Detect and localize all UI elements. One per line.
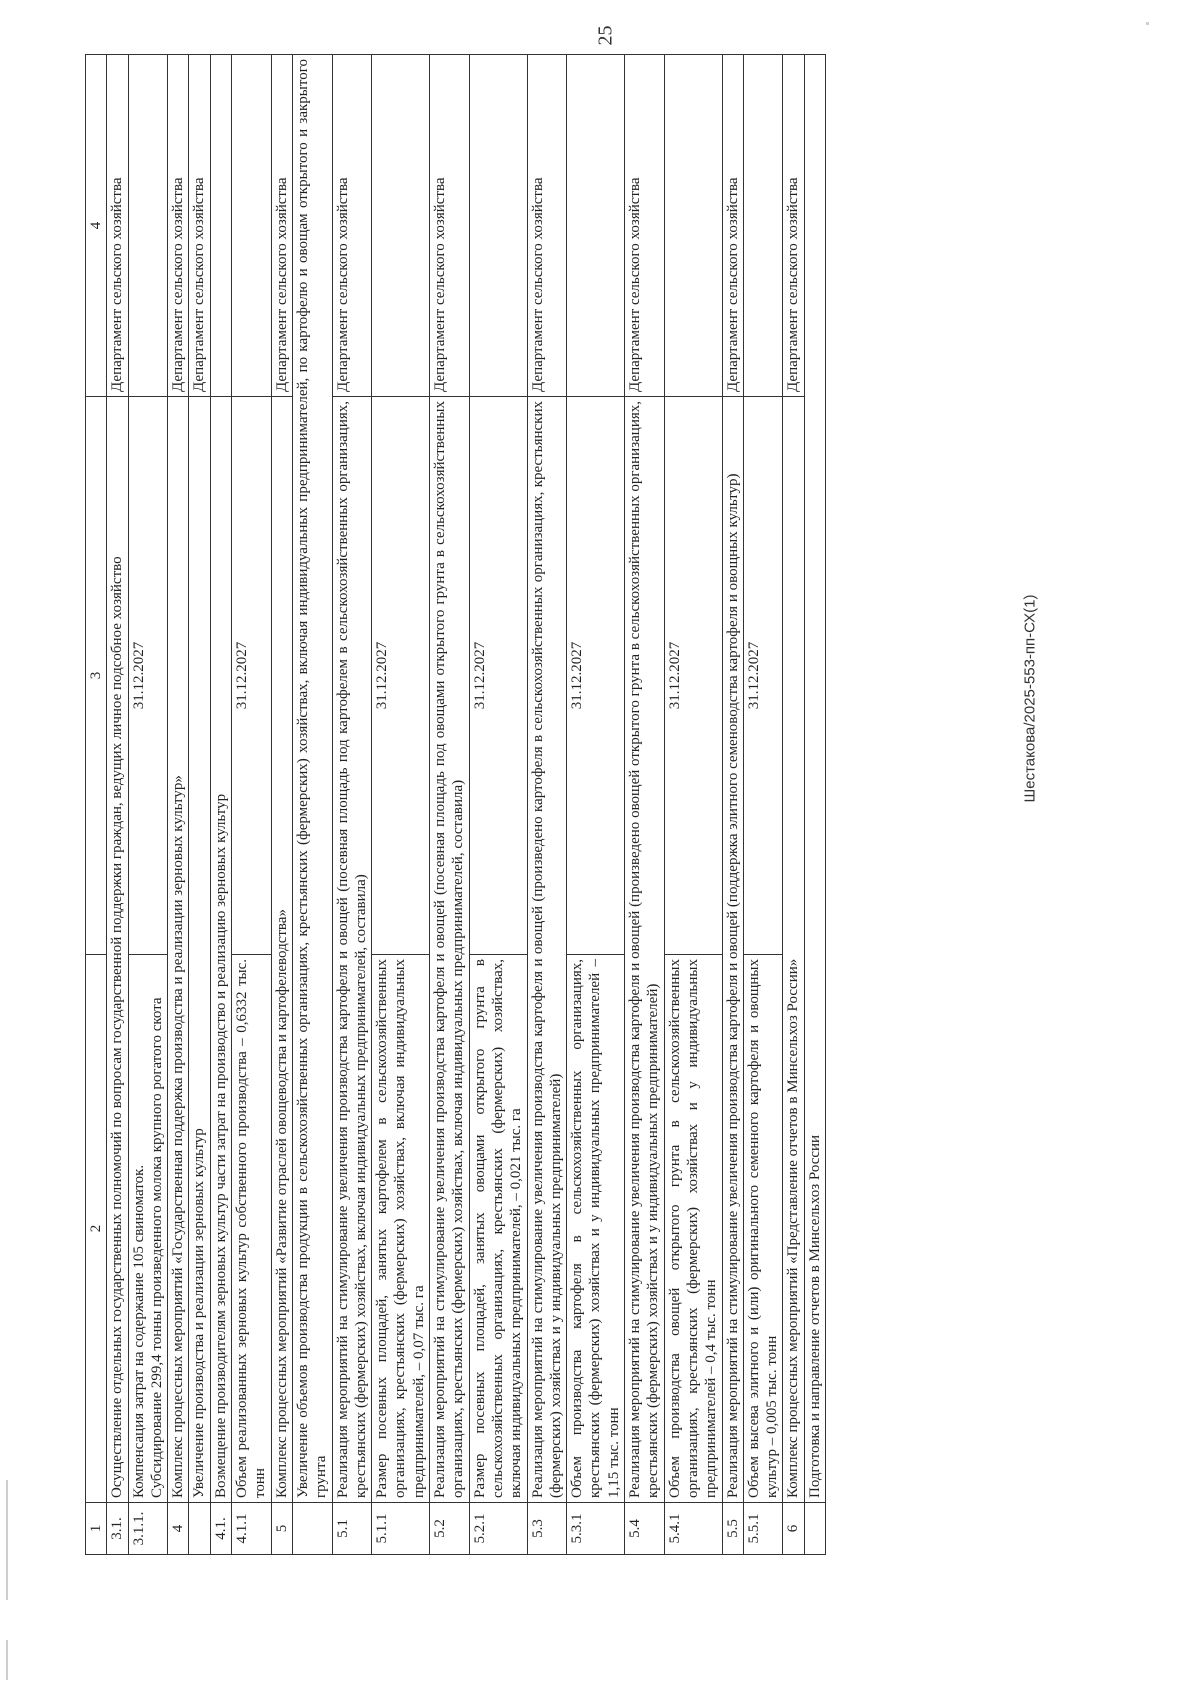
table-row	[292, 55, 332, 1555]
responsible-party-empty	[567, 55, 625, 397]
due-date: 31.12.2027	[128, 397, 168, 955]
scan-edge-mark	[6, 1480, 8, 1600]
row-number: 5.1.1	[372, 1503, 430, 1555]
row-description: Подготовка и направление отчетов в Минсельхоз России	[804, 55, 825, 1503]
rotated-table-wrapper	[85, 55, 1045, 1555]
responsible-party: Департамент сельского хозяйства	[189, 55, 210, 397]
table-row	[332, 55, 372, 1555]
column-header: 4	[86, 55, 107, 397]
row-number: 3.1.	[107, 1503, 128, 1555]
row-description: Осуществление отдельных государственных полномочий по вопросам государственной поддержки граждан, ведущих личное подсобное хозяйство	[107, 397, 128, 1503]
row-number: 5.3.1	[567, 1503, 625, 1555]
row-description: Реализация мероприятий на стимулирование увеличения производства картофеля и овощей (посевная площадь под картофелем в сельскохозяйственных организациях, крестьянских (фермерских) хозяйствах, включая индивидуальных предпринимателей, составила)	[332, 397, 372, 1503]
responsible-party: Департамент сельского хозяйства	[271, 55, 292, 397]
responsible-party: Департамент сельского хозяйства	[625, 55, 665, 397]
due-date: 31.12.2027	[232, 397, 272, 955]
table-row	[743, 55, 783, 1555]
row-number	[189, 1503, 210, 1555]
column-header: 2	[86, 955, 107, 1503]
row-number: 5.4.1	[664, 1503, 722, 1555]
column-header: 1	[86, 1503, 107, 1555]
responsible-party: Департамент сельского хозяйства	[107, 55, 128, 397]
row-description: Объем высева элитного и (или) оригинального семенного картофеля и овощных культур – 0,005 тыс. тонн	[743, 955, 783, 1503]
row-number: 5.5	[722, 1503, 743, 1555]
table-row	[625, 55, 665, 1555]
row-description: Объем производства картофеля в сельскохозяйственных организациях, крестьянских (фермерских) хозяйствах и у индивидуальных предпринимателей – 1,15 тыс. тонн	[567, 955, 625, 1503]
scan-dot	[1146, 22, 1149, 25]
row-number: 5.2.1	[469, 1503, 527, 1555]
responsible-party: Департамент сельского хозяйства	[430, 55, 470, 397]
table-row	[372, 55, 430, 1555]
row-description: Реализация мероприятий на стимулирование увеличения производства картофеля и овощей (произведено картофеля в сельскохозяйственных организациях, крестьянских (фермерских) хозяйствах и у индивидуальных предпринимателей)	[527, 397, 567, 1503]
table-row	[783, 55, 804, 1555]
row-description: Размер посевных площадей, занятых овощами открытого грунта в сельскохозяйственных организациях, крестьянских (фермерских) хозяйствах, включая индивидуальных предпринимателей, – 0,021 тыс. га	[469, 955, 527, 1503]
table-row	[722, 55, 743, 1555]
row-number: 5.2	[430, 1503, 470, 1555]
row-number: 4.1.	[210, 1503, 231, 1555]
column-header: 3	[86, 397, 107, 955]
row-description: Объем реализованных зерновых культур собственного производства – 0,6332 тыс. тонн	[232, 955, 272, 1503]
responsible-party: Департамент сельского хозяйства	[783, 55, 804, 397]
row-number	[292, 1503, 332, 1555]
responsible-party-empty	[232, 55, 272, 397]
row-description: Размер посевных площадей, занятых картофелем в сельскохозяйственных организациях, крестьянских (фермерских) хозяйствах, включая индивидуальных предпринимателей, – 0,07 тыс. га	[372, 955, 430, 1503]
table-row	[664, 55, 722, 1555]
page-number: 25	[594, 25, 617, 46]
table-row	[804, 55, 825, 1555]
table-row	[168, 55, 189, 1555]
table-row	[128, 55, 168, 1555]
row-description: Увеличение объемов производства продукции в сельскохозяйственных организациях, крестьянских (фермерских) хозяйствах, включая индивидуальных предпринимателей, по картофелю и овощам открытого и закрытого грунта	[292, 55, 332, 1503]
responsible-party	[210, 55, 231, 397]
due-date: 31.12.2027	[664, 397, 722, 955]
row-number: 6	[783, 1503, 804, 1555]
row-description: Реализация мероприятий на стимулирование увеличения производства картофеля и овощей (посевная площадь под овощами открытого грунта в сельскохозяйственных организациях, крестьянских (фермерских) хозяйствах, включая индивидуальных предпринимателей, составила)	[430, 397, 470, 1503]
responsible-party-empty	[664, 55, 722, 397]
scan-edge-mark	[6, 1640, 8, 1680]
row-description: Увеличение производства и реализации зерновых культур	[189, 397, 210, 1503]
table-row	[189, 55, 210, 1555]
table-row	[107, 55, 128, 1555]
responsible-party: Департамент сельского хозяйства	[332, 55, 372, 397]
responsible-party-empty	[128, 55, 168, 397]
due-date: 31.12.2027	[567, 397, 625, 955]
table-row	[567, 55, 625, 1555]
table-row	[271, 55, 292, 1555]
row-description: Компенсация затрат на содержание 105 свиноматок. Субсидирование 299,4 тонны произведенного молока крупного рогатого скота	[128, 955, 168, 1503]
row-number: 5.3	[527, 1503, 567, 1555]
responsible-party: Департамент сельского хозяйства	[722, 55, 743, 397]
row-number	[804, 1503, 825, 1555]
table-row	[210, 55, 231, 1555]
row-description: Реализация мероприятий на стимулирование увеличения производства картофеля и овощей (произведено овощей открытого грунта в сельскохозяйственных организациях, крестьянских (фермерских) хозяйствах и у индивидуальных предпринимателей)	[625, 397, 665, 1503]
row-number: 5.1	[332, 1503, 372, 1555]
table-row	[232, 55, 272, 1555]
responsible-party: Департамент сельского хозяйства	[168, 55, 189, 397]
row-number: 5.5.1	[743, 1503, 783, 1555]
due-date: 31.12.2027	[372, 397, 430, 955]
table-body	[107, 55, 826, 1555]
row-description: Объем производства овощей открытого грунта в сельскохозяйственных организациях, крестьянских (фермерских) хозяйствах и у индивидуальных предпринимателей – 0,4 тыс. тонн	[664, 955, 722, 1503]
row-description: Реализация мероприятий на стимулирование увеличения производства картофеля и овощей (поддержка элитного семеноводства картофеля и овощных культур)	[722, 397, 743, 1503]
row-number: 4.1.1	[232, 1503, 272, 1555]
row-number: 5	[271, 1503, 292, 1555]
row-number: 5.4	[625, 1503, 665, 1555]
table-row	[469, 55, 527, 1555]
row-description: Комплекс процессных мероприятий «Развитие отраслей овощеводства и картофелеводства»	[271, 397, 292, 1503]
table-header-row	[86, 55, 107, 1555]
responsible-party-empty	[372, 55, 430, 397]
row-description: Возмещение производителям зерновых культур части затрат на производство и реализацию зерновых культур	[210, 397, 231, 1503]
measures-table	[85, 54, 826, 1555]
table-row	[527, 55, 567, 1555]
responsible-party-empty	[469, 55, 527, 397]
responsible-party-empty	[743, 55, 783, 397]
due-date: 31.12.2027	[743, 397, 783, 955]
responsible-party: Департамент сельского хозяйства	[527, 55, 567, 397]
document-code: Шестакова/2025-553-пп-СХ(1)	[1021, 594, 1039, 803]
row-description: Комплекс процессных мероприятий «Государственная поддержка производства и реализации зерновых культур»	[168, 397, 189, 1503]
row-number: 4	[168, 1503, 189, 1555]
row-description: Комплекс процессных мероприятий «Представление отчетов в Минсельхоз России»	[783, 397, 804, 1503]
row-number: 3.1.1.	[128, 1503, 168, 1555]
table-row	[430, 55, 470, 1555]
due-date: 31.12.2027	[469, 397, 527, 955]
